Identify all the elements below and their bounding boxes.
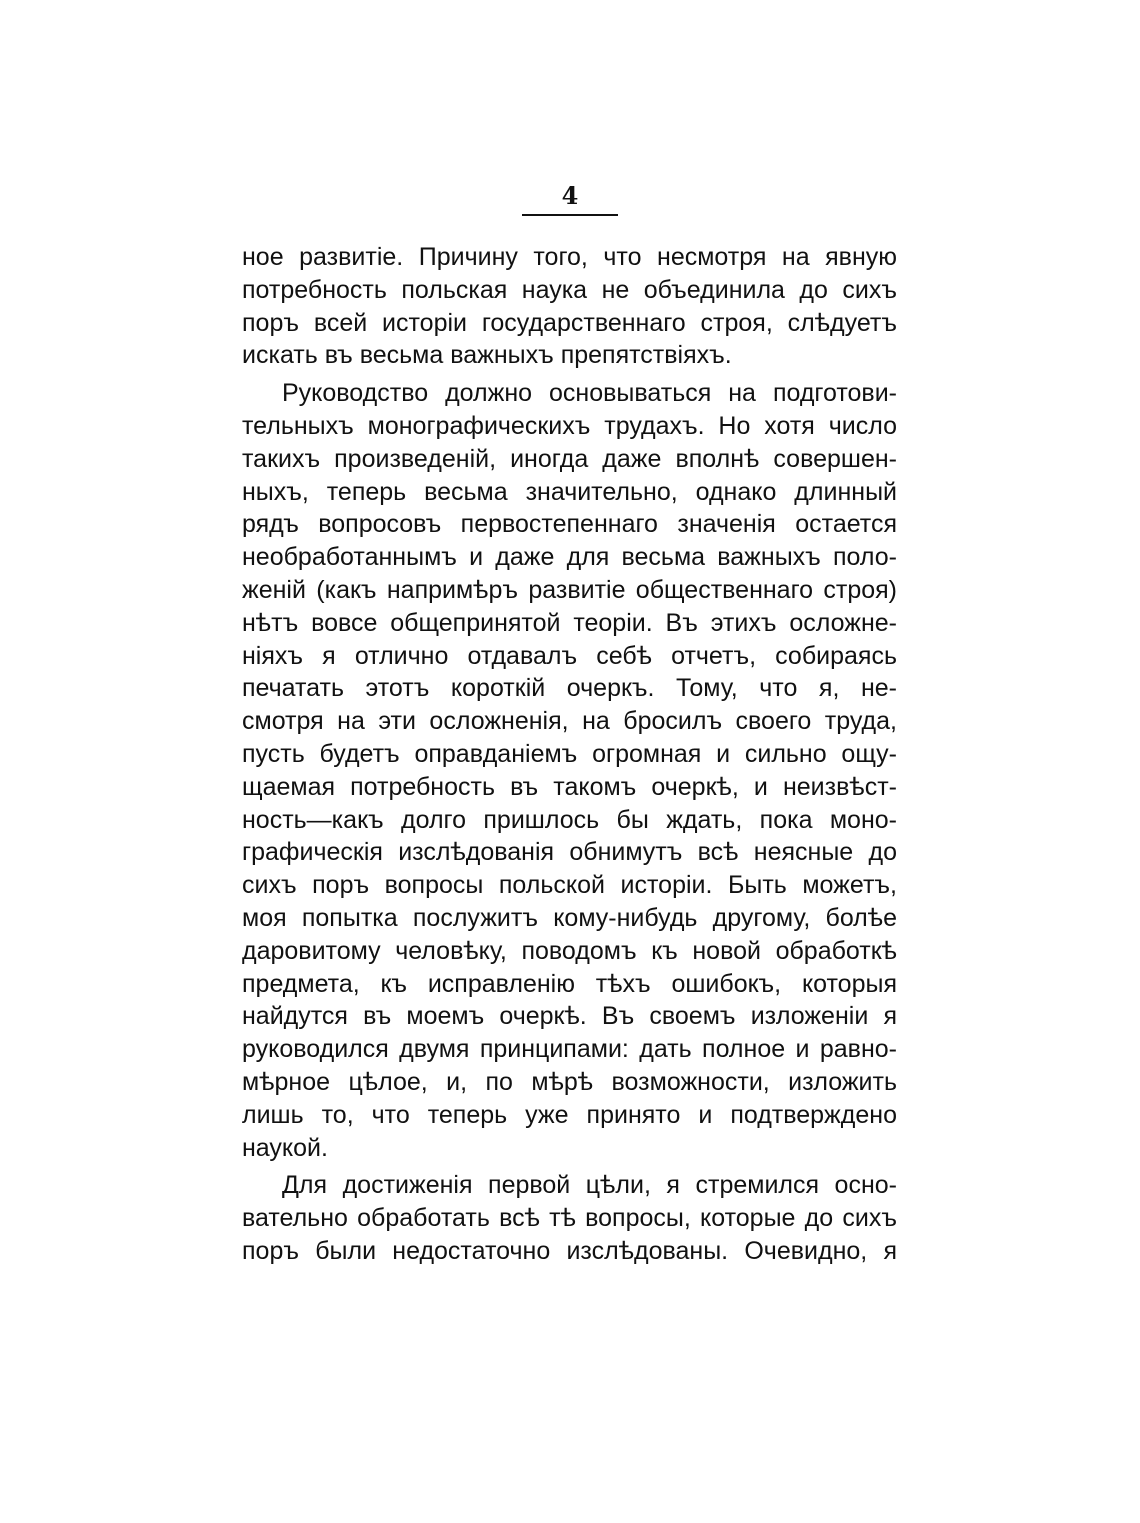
text-line: рядъ вопросовъ первостепеннаго значенія остается — [242, 510, 897, 539]
text-line: женій (какъ напримѣръ развитіе общественнаго строя) — [242, 575, 897, 604]
paragraph-2 — [242, 377, 897, 1164]
text-line: Для достиженія первой цѣли, я стремился осно- — [282, 1171, 897, 1200]
text-line: наукой. — [242, 1133, 328, 1162]
text-line: ное развитіе. Причину того, что несмотря на явную — [242, 243, 897, 271]
text-line: нѣтъ вовсе общепринятой теоріи. Въ этихъ осложне- — [242, 608, 897, 637]
text-line: даровитому человѣку, поводомъ къ новой обработкѣ — [242, 936, 897, 965]
text-line: поръ были недостаточно изслѣдованы. Очевидно, я — [242, 1236, 897, 1265]
text-line: лишь то, что теперь уже принято и подтверждено — [242, 1100, 897, 1129]
text-line: моя попытка послужитъ кому-нибудь другому, болѣе — [242, 903, 897, 932]
text-line: найдутся въ моемъ очеркѣ. Въ своемъ изложеніи я — [242, 1002, 897, 1031]
page-number-rule — [522, 214, 618, 216]
text-line: необработаннымъ и даже для весьма важныхъ поло- — [242, 543, 897, 572]
text-line: предмета, къ исправленію тѣхъ ошибокъ, которыя — [242, 969, 897, 998]
text-line: тельныхъ монографическихъ трудахъ. Но хотя число — [242, 411, 897, 440]
paragraph-3 — [242, 1169, 897, 1267]
text-line: поръ всей исторіи государственнаго строя, слѣдуетъ — [242, 308, 897, 337]
text-line: щаемая потребность въ такомъ очеркѣ, и неизвѣст- — [242, 772, 897, 801]
body-text — [242, 241, 897, 1268]
text-line: такихъ произведеній, иногда даже вполнѣ совершен- — [242, 444, 897, 473]
text-line: пусть будетъ оправданіемъ огромная и сильно ощу- — [242, 739, 897, 768]
paragraph-1 — [242, 241, 897, 372]
text-line: вательно обработать всѣ тѣ вопросы, которые до сихъ — [242, 1204, 897, 1233]
text-line: ніяхъ я отлично отдавалъ себѣ отчетъ, собираясь — [242, 641, 897, 670]
text-line: печатать этотъ короткій очеркъ. Тому, что я, не- — [242, 674, 897, 703]
text-line: искать въ весьма важныхъ препятствіяхъ. — [242, 341, 732, 370]
text-line: мѣрное цѣлое, и, по мѣрѣ возможности, изложить — [242, 1067, 897, 1096]
text-line: Руководство должно основываться на подготови- — [282, 379, 897, 408]
text-line: ность—какъ долго пришлось бы ждать, пока моно- — [242, 805, 897, 834]
text-line: руководился двумя принципами: дать полное и равно- — [242, 1035, 897, 1064]
text-line: потребность польская наука не объединила до сихъ — [242, 275, 897, 304]
page-number: 4 — [561, 181, 579, 210]
text-line: смотря на эти осложненія, на бросилъ своего труда, — [242, 707, 897, 736]
text-line: сихъ поръ вопросы польской исторіи. Быть можетъ, — [242, 871, 897, 900]
text-line: ныхъ, теперь весьма значительно, однако длинный — [242, 477, 897, 506]
text-line: графическія изслѣдованія обнимутъ всѣ неясные до — [242, 838, 897, 867]
